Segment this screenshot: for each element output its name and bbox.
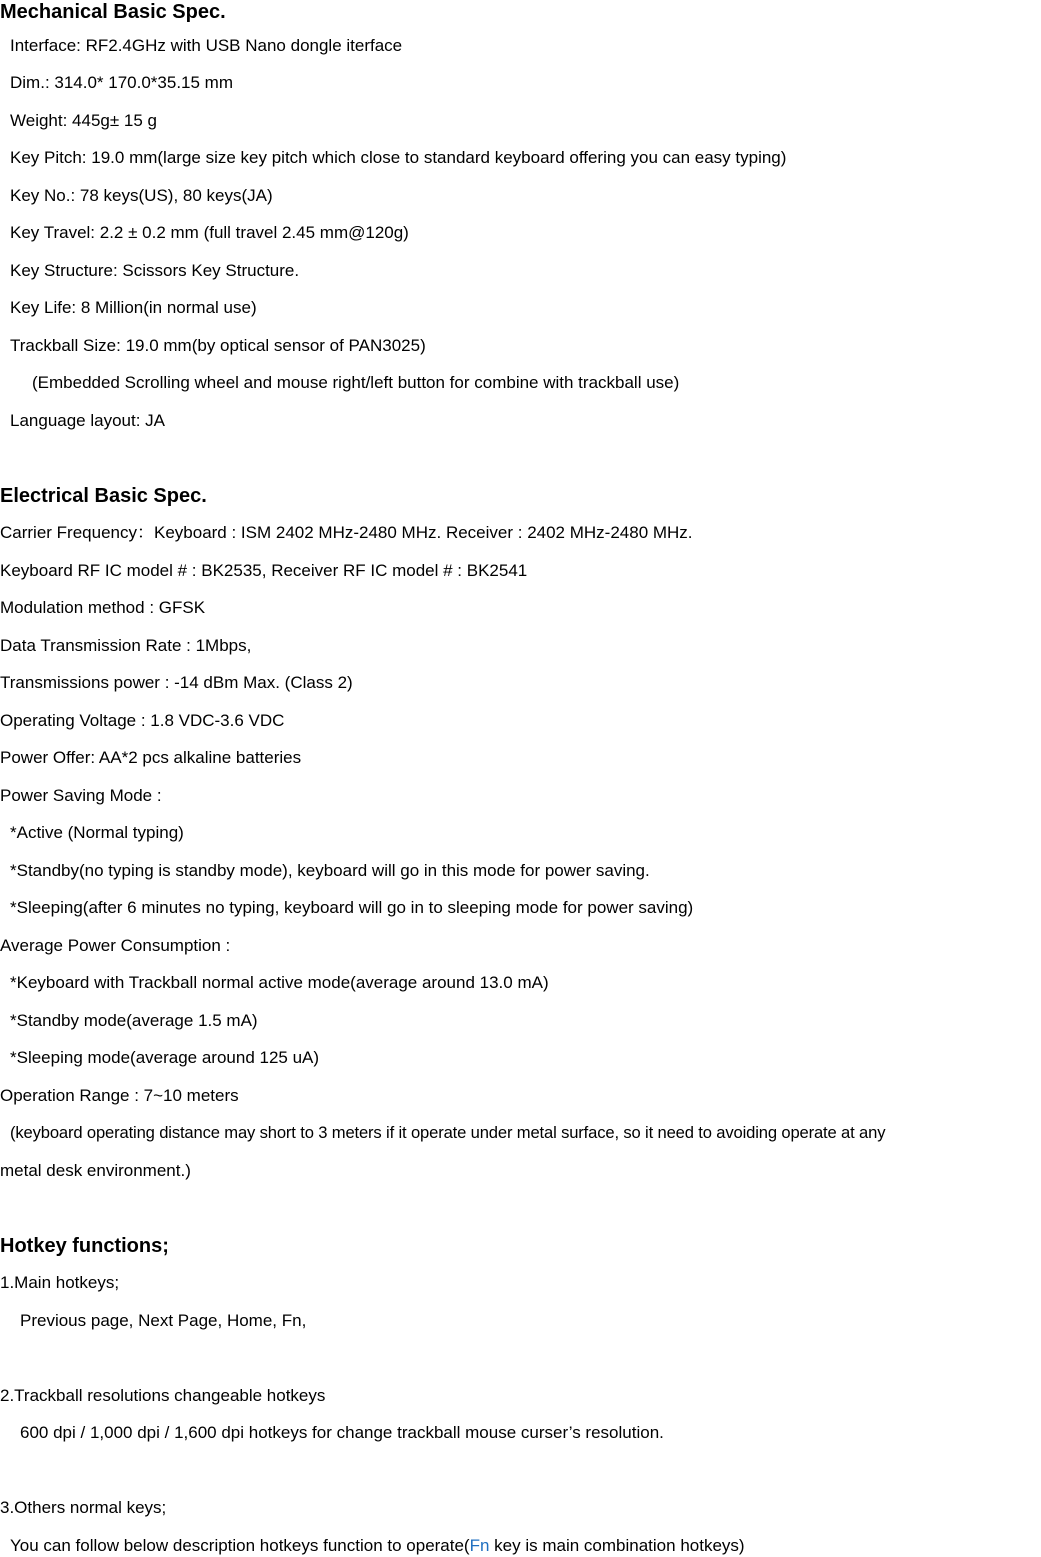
spec-line: Data Transmission Rate : 1Mbps, — [0, 636, 252, 655]
spec-line: Keyboard RF IC model # : BK2535, Receiver RF IC model # : BK2541 — [0, 561, 528, 580]
spec-line: Dim.: 314.0* 170.0*35.15 mm — [10, 73, 234, 92]
spec-line: *Sleeping(after 6 minutes no typing, keyboard will go in to sleeping mode for power saving) — [10, 898, 694, 917]
spec-line: Operation Range : 7~10 meters — [0, 1086, 239, 1105]
spec-line: *Standby mode(average 1.5 mA) — [10, 1011, 258, 1030]
spec-line: *Standby(no typing is standby mode), keyboard will go in this mode for power saving. — [10, 861, 650, 880]
spec-line: Key Pitch: 19.0 mm(large size key pitch which close to standard keyboard offering you can easy typing) — [10, 148, 787, 167]
spec-line: Key Life: 8 Million(in normal use) — [10, 298, 257, 317]
spec-line: Operating Voltage : 1.8 VDC-3.6 VDC — [0, 711, 285, 730]
spec-line: *Active (Normal typing) — [10, 823, 184, 842]
fn-key-label: Fn — [469, 1536, 490, 1555]
hotkey-item-title: 3.Others normal keys; — [0, 1498, 167, 1517]
spec-line: Key Structure: Scissors Key Structure. — [10, 261, 300, 280]
spec-line: Trackball Size: 19.0 mm(by optical sensor of PAN3025) — [10, 336, 426, 355]
spec-line: (Embedded Scrolling wheel and mouse right/left button for combine with trackball use) — [32, 373, 680, 392]
spec-line: Power Saving Mode : — [0, 786, 162, 805]
spec-line: *Keyboard with Trackball normal active mode(average around 13.0 mA) — [10, 973, 549, 992]
spec-line: Language layout: JA — [10, 411, 166, 430]
hotkeys-heading: Hotkey functions; — [0, 1235, 169, 1257]
hotkey-body-text: You can follow below description hotkeys function to operate( — [10, 1536, 470, 1555]
spec-line: Key Travel: 2.2 ± 0.2 mm (full travel 2.45 mm@120g) — [10, 223, 409, 242]
spec-line: Transmissions power : -14 dBm Max. (Class 2) — [0, 673, 353, 692]
spec-line: (keyboard operating distance may short to 3 meters if it operate under metal surface, so it need to avoiding operate at any — [10, 1123, 886, 1142]
hotkey-item-title: 1.Main hotkeys; — [0, 1273, 120, 1292]
hotkey-item-title: 2.Trackball resolutions changeable hotkeys — [0, 1386, 326, 1405]
mechanical-heading: Mechanical Basic Spec. — [0, 1, 226, 23]
hotkey-item-body: 600 dpi / 1,000 dpi / 1,600 dpi hotkeys for change trackball mouse curser’s resolution. — [20, 1423, 664, 1442]
spec-line: Weight: 445g± 15 g — [10, 111, 158, 130]
spec-line: metal desk environment.) — [0, 1161, 191, 1180]
spec-line: Power Offer: AA*2 pcs alkaline batteries — [0, 748, 302, 767]
spec-line: *Sleeping mode(average around 125 uA) — [10, 1048, 320, 1067]
spec-line: Interface: RF2.4GHz with USB Nano dongle iterface — [10, 36, 403, 55]
hotkey-body-text: key is main combination hotkeys) — [489, 1536, 745, 1555]
hotkey-item-body — [10, 1535, 745, 1557]
electrical-heading: Electrical Basic Spec. — [0, 485, 207, 507]
hotkey-item-body: Previous page, Next Page, Home, Fn, — [20, 1311, 307, 1330]
spec-line: Key No.: 78 keys(US), 80 keys(JA) — [10, 186, 273, 205]
spec-line: Average Power Consumption : — [0, 936, 231, 955]
spec-line: Modulation method : GFSK — [0, 598, 206, 617]
spec-line: Carrier Frequency：Keyboard : ISM 2402 MHz-2480 MHz. Receiver : 2402 MHz-2480 MHz. — [0, 523, 693, 542]
